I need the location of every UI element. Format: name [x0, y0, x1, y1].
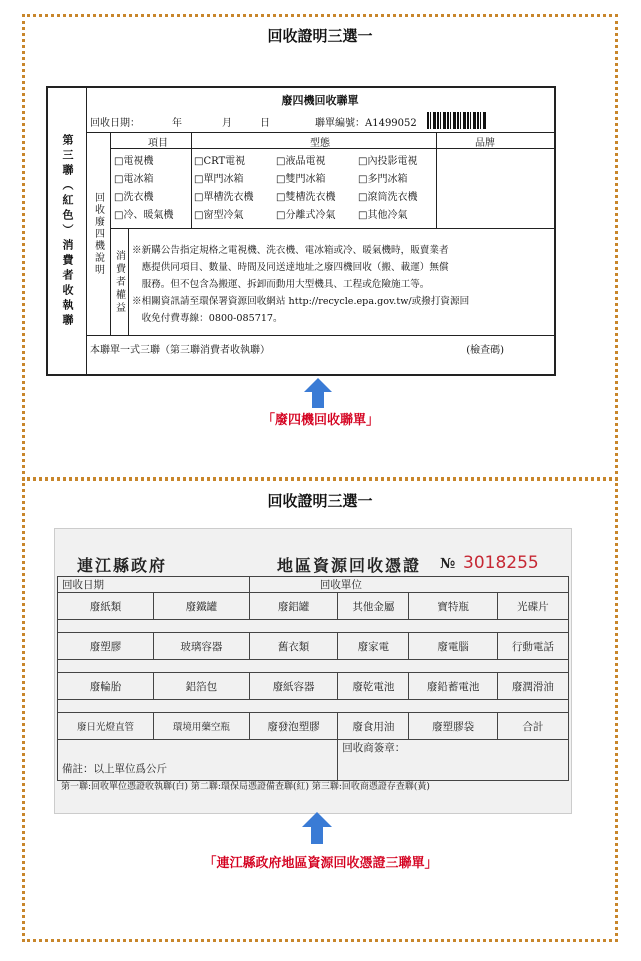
caption-lienchiang-receipt: 「連江縣政府地區資源回收憑證三聯單」 [203, 856, 438, 871]
category-cell: 鋁箔包 [153, 673, 249, 700]
notice-line: ※相關資訊請至環保署資源回收網站 http://recycle.epa.gov.tw/或撥打資源回 [132, 296, 470, 307]
notice-line: 服務。但不包含為搬運、拆卸而動用大型機具、工程或危險施工等。 [132, 279, 430, 290]
up-arrow-icon [302, 812, 332, 844]
model-option: □多門冰箱 [358, 174, 408, 185]
copy-distribution-note: 第一聯:回收單位憑證收執聯(白) 第二聯:環保局憑證備查聯(紅) 第三聯:回收商憑證存查聯(黃) [61, 782, 430, 792]
category-cell: 廢鉛蓄電池 [409, 673, 497, 700]
category-cell: 玻璃容器 [153, 633, 249, 660]
category-cell: 廢乾電池 [338, 673, 409, 700]
category-cell: 廢電腦 [409, 633, 497, 660]
category-cell: 廢紙容器 [249, 673, 337, 700]
signature-field: 回收商簽章： [338, 740, 569, 781]
item-aircon: □冷、暖氣機 [114, 210, 174, 221]
model-option: □單槽洗衣機 [194, 192, 254, 203]
form-title: 廢四機回收聯單 [281, 94, 359, 107]
category-cell: 寶特瓶 [409, 593, 497, 620]
four-appliance-recycle-form [46, 86, 556, 376]
recycle-category-table [57, 576, 569, 781]
category-cell: 合計 [497, 713, 568, 740]
category-cell: 廢紙類 [58, 593, 154, 620]
form-side-label: 第三聯（紅色）消費者收執聯 [48, 88, 87, 374]
panel-title: 回收證明三選一 [267, 27, 373, 45]
category-cell: 行動電話 [497, 633, 568, 660]
category-cell: 其他金屬 [338, 593, 409, 620]
notice-line: 收免付費專線：0800-085717。 [132, 313, 283, 324]
receipt-title: 地區資源回收憑證 [277, 556, 422, 575]
check-code: (檢查碼) [466, 345, 504, 356]
up-arrow-icon [304, 378, 332, 408]
section-label: 回收廢四機說明 [86, 133, 111, 335]
lienchiang-recycle-receipt-photo [54, 528, 572, 814]
caption-four-appliance: 「廢四機回收聯單」 [261, 413, 379, 428]
serial-number: 聯單編號：A1499052 [315, 118, 417, 129]
category-cell: 光碟片 [497, 593, 568, 620]
item-tv: □電視機 [114, 156, 154, 167]
category-cell: 環境用藥空瓶 [153, 713, 249, 740]
category-cell: 廢鋁罐 [249, 593, 337, 620]
barcode-image [427, 112, 487, 129]
model-option: □CRT電視 [194, 156, 246, 167]
category-cell: 廢潤滑油 [497, 673, 568, 700]
notice-line: ※新購公告指定規格之電視機、洗衣機、電冰箱或冷、暖氣機時，販賣業者 [132, 245, 449, 256]
model-option: □液晶電視 [276, 156, 326, 167]
category-cell: 廢輪胎 [58, 673, 154, 700]
consumer-rights-label: 消費者權益 [110, 229, 129, 335]
model-option: □窗型冷氣 [194, 210, 244, 221]
header-item: 項目 [148, 138, 168, 149]
model-option: □分離式冷氣 [276, 210, 336, 221]
category-cell: 廢家電 [338, 633, 409, 660]
category-cell: 廢塑膠袋 [409, 713, 497, 740]
category-cell: 舊衣類 [249, 633, 337, 660]
issuer-name: 連江縣政府 [77, 556, 168, 575]
header-brand: 品牌 [475, 138, 495, 149]
category-cell: 廢食用油 [338, 713, 409, 740]
remark: 備註：以上單位爲公斤 [58, 740, 338, 781]
month-label: 月 [222, 118, 232, 129]
panel-title: 回收證明三選一 [267, 492, 373, 510]
date-label: 回收日期 [58, 577, 250, 593]
category-cell: 廢日光燈直管 [58, 713, 154, 740]
model-option: □雙門冰箱 [276, 174, 326, 185]
model-option: □單門冰箱 [194, 174, 244, 185]
date-label: 回收日期： [90, 118, 140, 129]
category-cell: 廢發泡塑膠 [249, 713, 337, 740]
model-option: □其他冷氣 [358, 210, 408, 221]
unit-label: 回收單位 [249, 577, 568, 593]
model-option: □滾筒洗衣機 [358, 192, 418, 203]
day-label: 日 [260, 118, 270, 129]
number-symbol: № [440, 556, 456, 572]
header-model: 型態 [310, 138, 330, 149]
category-cell: 廢鐵罐 [153, 593, 249, 620]
category-cell: 廢塑膠 [58, 633, 154, 660]
item-fridge: □電冰箱 [114, 174, 154, 185]
year-label: 年 [172, 118, 182, 129]
model-option: □內投影電視 [358, 156, 418, 167]
notice-line: 應提供同項目、數量、時間及同送達地址之廢四機回收（搬、載運）無償 [132, 262, 449, 273]
model-option: □雙槽洗衣機 [276, 192, 336, 203]
form-footer-note: 本聯單一式三聯（第三聯消費者收執聯） [90, 345, 270, 356]
item-washer: □洗衣機 [114, 192, 154, 203]
receipt-number: 3018255 [463, 553, 539, 573]
